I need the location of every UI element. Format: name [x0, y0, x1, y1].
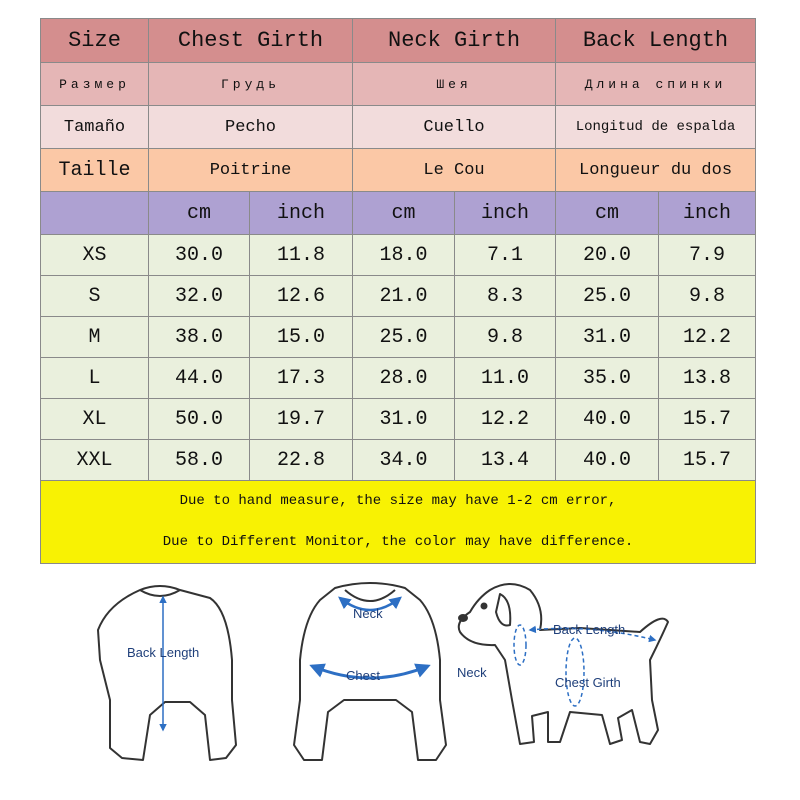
dog-eye	[482, 604, 487, 609]
units-row	[41, 192, 756, 235]
value-cell: 11.8	[250, 235, 353, 276]
neck-header-ru: Шея	[353, 63, 556, 106]
back-header-es: Longitud de espalda	[556, 106, 756, 149]
value-cell: 15.7	[659, 399, 756, 440]
value-cell: 15.0	[250, 317, 353, 358]
size-cell: S	[41, 276, 149, 317]
value-cell: 38.0	[149, 317, 250, 358]
value-cell: 30.0	[149, 235, 250, 276]
dog-chest-girth-label: Chest Girth	[555, 675, 621, 690]
value-cell: 7.1	[455, 235, 556, 276]
unit-cell: inch	[659, 192, 756, 235]
back-header-fr: Longueur du dos	[556, 149, 756, 192]
chest-header-es: Pecho	[149, 106, 353, 149]
value-cell: 40.0	[556, 440, 659, 481]
header-row-russian	[41, 63, 756, 106]
garment-back-outline	[98, 586, 236, 760]
size-cell: XL	[41, 399, 149, 440]
value-cell: 25.0	[556, 276, 659, 317]
value-cell: 21.0	[353, 276, 455, 317]
value-cell: 17.3	[250, 358, 353, 399]
value-cell: 34.0	[353, 440, 455, 481]
value-cell: 31.0	[353, 399, 455, 440]
table-row	[41, 276, 756, 317]
value-cell: 8.3	[455, 276, 556, 317]
value-cell: 35.0	[556, 358, 659, 399]
table-row	[41, 235, 756, 276]
unit-cell: cm	[149, 192, 250, 235]
size-label-en: Size	[41, 19, 149, 63]
back-header-ru: Длина спинки	[556, 63, 756, 106]
disclaimer-line: Due to Different Monitor, the color may have difference.	[162, 534, 634, 550]
value-cell: 9.8	[659, 276, 756, 317]
size-label-es: Tamaño	[41, 106, 149, 149]
header-row-english	[41, 19, 756, 63]
neck-girth-header-en: Neck Girth	[353, 19, 556, 63]
table-row	[41, 358, 756, 399]
measurement-illustrations	[0, 572, 800, 800]
size-cell: M	[41, 317, 149, 358]
value-cell: 19.7	[250, 399, 353, 440]
unit-cell: cm	[353, 192, 455, 235]
value-cell: 32.0	[149, 276, 250, 317]
value-cell: 13.8	[659, 358, 756, 399]
value-cell: 31.0	[556, 317, 659, 358]
chest-diagram-label: Chest	[346, 668, 380, 683]
units-blank-cell	[41, 192, 149, 235]
unit-cell: cm	[556, 192, 659, 235]
value-cell: 25.0	[353, 317, 455, 358]
dog-neck-label: Neck	[457, 665, 487, 680]
size-label-fr: Taille	[41, 149, 149, 192]
neck-diagram-label: Neck	[353, 606, 383, 621]
size-cell: L	[41, 358, 149, 399]
disclaimer-cell	[41, 481, 756, 564]
dog-body-outline	[459, 584, 668, 744]
value-cell: 58.0	[149, 440, 250, 481]
value-cell: 11.0	[455, 358, 556, 399]
size-cell: XXL	[41, 440, 149, 481]
table-row	[41, 317, 756, 358]
value-cell: 28.0	[353, 358, 455, 399]
value-cell: 7.9	[659, 235, 756, 276]
value-cell: 13.4	[455, 440, 556, 481]
table-row	[41, 399, 756, 440]
unit-cell: inch	[250, 192, 353, 235]
size-chart-table	[40, 18, 756, 564]
size-label-ru: Размер	[41, 63, 149, 106]
value-cell: 20.0	[556, 235, 659, 276]
value-cell: 18.0	[353, 235, 455, 276]
value-cell: 15.7	[659, 440, 756, 481]
value-cell: 50.0	[149, 399, 250, 440]
header-row-spanish	[41, 106, 756, 149]
neck-header-fr: Le Cou	[353, 149, 556, 192]
value-cell: 40.0	[556, 399, 659, 440]
disclaimer-row	[41, 481, 756, 564]
dog-back-length-label: Back Length	[553, 622, 626, 637]
value-cell: 22.8	[250, 440, 353, 481]
value-cell: 12.6	[250, 276, 353, 317]
back-length-header-en: Back Length	[556, 19, 756, 63]
chest-girth-header-en: Chest Girth	[149, 19, 353, 63]
value-cell: 44.0	[149, 358, 250, 399]
value-cell: 12.2	[659, 317, 756, 358]
garment-back-view	[98, 586, 236, 760]
size-cell: XS	[41, 235, 149, 276]
back-length-diagram-label: Back Length	[127, 645, 200, 660]
disclaimer-line: Due to hand measure, the size may have 1-2 cm error,	[179, 493, 617, 509]
chest-header-ru: Грудь	[149, 63, 353, 106]
dog-nose	[459, 615, 467, 621]
neck-header-es: Cuello	[353, 106, 556, 149]
value-cell: 9.8	[455, 317, 556, 358]
header-row-french	[41, 149, 756, 192]
dog-illustration	[459, 584, 668, 744]
unit-cell: inch	[455, 192, 556, 235]
table-row	[41, 440, 756, 481]
chest-header-fr: Poitrine	[149, 149, 353, 192]
value-cell: 12.2	[455, 399, 556, 440]
